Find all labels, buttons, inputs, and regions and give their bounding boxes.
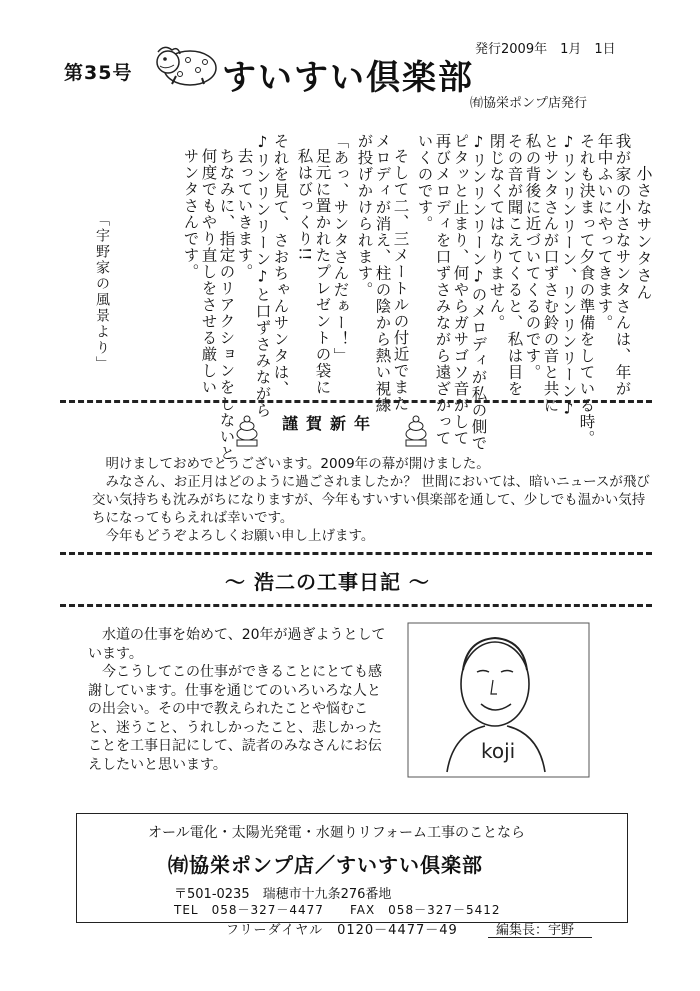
story-line: 何度でもやり直しをさせる厳しい xyxy=(199,148,218,396)
editor-underline xyxy=(488,937,592,938)
story-line: ちなみに、指定のリアクションをしないと xyxy=(217,148,236,462)
story-line: ♪リンリンリーン♪のメロディが私の側で xyxy=(469,133,488,452)
footer-editor: 編集長：宇野 xyxy=(496,923,575,938)
story-line: メロディが消え、柱の陰から熱い視線 xyxy=(373,133,392,414)
story-line: 我が家の小さなサンタさんは、年が xyxy=(613,133,632,397)
story-line: ♪リンリンリーン♪と口ずさみながら xyxy=(253,133,272,419)
story-line: 私の背後に近づいてくるのです。 xyxy=(523,133,542,381)
story-line: 年中ふいにやってきます。 xyxy=(595,133,614,331)
portrait-signature: koji xyxy=(481,739,516,763)
section-divider xyxy=(60,552,652,555)
story-line: が投げかけられます。 xyxy=(355,133,374,298)
story-line: それも決まって夕食の準備をしている時。 xyxy=(577,133,596,447)
story-line: そして二、三メートルの付近でまた xyxy=(391,148,410,412)
story-line: 去っていきます。 xyxy=(235,148,254,280)
footer-freedial: フリーダイヤル 0120－4477－49 xyxy=(226,923,458,938)
newsletter-title: すいすい倶楽部 xyxy=(222,58,474,98)
section-divider xyxy=(60,400,652,403)
issue-number: 第35号 xyxy=(64,62,133,84)
story-line: ♪リンリンリーン、リンリンリーン♪ xyxy=(559,133,578,419)
story-line: それを見て、さおちゃんサンタは、 xyxy=(271,133,290,397)
story-line: 再びメロディを口ずさみながら遠ざかって xyxy=(433,133,452,447)
greeting-title: 謹賀新年 xyxy=(282,414,379,433)
greeting-paragraph: 明けましておめでとうございます。2009年の幕が開けました。 xyxy=(105,456,490,472)
footer-tagline: オール電化・太陽光発電・水廻りリフォーム工事のことなら xyxy=(148,825,526,841)
story-line: いくのです。 xyxy=(415,133,434,232)
story-line: ピタッと止まり、何やらガサゴソ音がして xyxy=(451,133,470,447)
story-line: その音が聞こえてくると、私は目を xyxy=(505,133,524,397)
greeting-paragraph: みなさん、お正月はどのように過ごされましたか？ 世間においては、暗いニュースが飛び交い気持ちも沈みがちになりますが、今年もすいすい倶楽部を通して、少しでも温かい気持ちになってもらえれば幸いです。 xyxy=(92,474,650,526)
kagami-mochi-icon xyxy=(404,408,428,448)
story-line: 私はびっくり!! xyxy=(295,148,314,262)
story-line: 閉じなくてはなりません。 xyxy=(487,133,506,331)
publisher: ㈲協栄ポンプ店発行 xyxy=(470,96,588,111)
issue-date: 発行2009年 1月 1日 xyxy=(475,42,616,57)
diary-title: ～ 浩二の工事日記 ～ xyxy=(225,570,430,594)
shisa-mascot-icon xyxy=(150,40,220,88)
story-line: サンタさんです。 xyxy=(181,148,200,280)
story-line: 「あっ、サンタさんだぁー！」 xyxy=(331,133,350,364)
greeting-body xyxy=(92,455,652,545)
diary-body xyxy=(88,626,388,774)
footer-phone: TEL 058－327－4477 FAX 058－327－5412 xyxy=(174,903,501,917)
koji-portrait xyxy=(407,622,590,778)
section-divider xyxy=(60,604,652,607)
diary-paragraph: 水道の仕事を始めて、20年が過ぎようとしています。 xyxy=(88,627,386,662)
story-line: 足元に置かれたプレゼントの袋に xyxy=(313,148,332,396)
story-title: 小さなサンタさん xyxy=(634,165,653,301)
footer-company: ㈲協栄ポンプ店／すいすい倶楽部 xyxy=(168,853,483,877)
footer-address: 〒501-0235 瑞穂市十九条276番地 xyxy=(174,887,392,902)
kagami-mochi-icon xyxy=(235,408,259,448)
story-caption: 「宇野家の風景より」 xyxy=(94,212,110,372)
greeting-paragraph: 今年もどうぞよろしくお願い申し上げます。 xyxy=(105,528,375,544)
diary-paragraph: 今こうしてこの仕事ができることにとても感謝しています。仕事を通じてのいろいろな人との出会い。その中で教えられたことや悩むこと、迷うこと、うれしかったこと、悲しかったことを工事日記にして、読者のみなさんにお伝えしたいと思います。 xyxy=(88,664,382,773)
story-line: とサンタさんが口ずさむ鈴の音と共に xyxy=(541,133,560,414)
